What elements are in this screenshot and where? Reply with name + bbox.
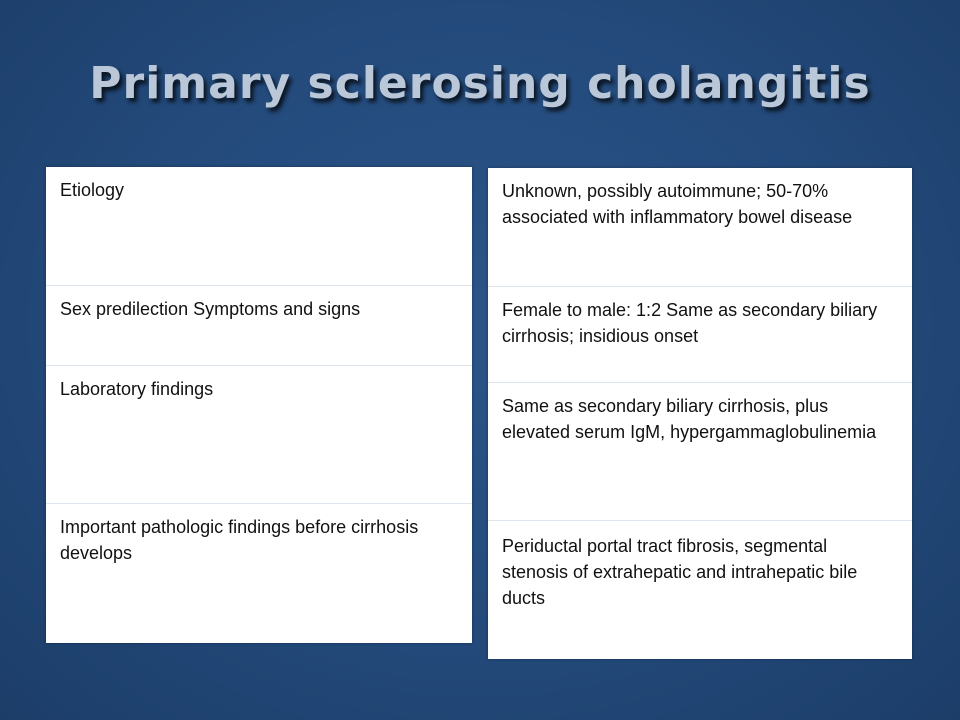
value-column (488, 168, 912, 659)
row-value-sex-symptoms: Female to male: 1:2 Same as secondary biliary cirrhosis; insidious onset (488, 287, 912, 383)
row-label-sex-symptoms: Sex predilection Symptoms and signs (46, 286, 472, 366)
row-label-etiology: Etiology (46, 167, 472, 286)
row-value-etiology: Unknown, possibly autoimmune; 50-70% associated with inflammatory bowel disease (488, 168, 912, 287)
label-column (46, 167, 472, 643)
row-label-pathology: Important pathologic findings before cirrhosis develops (60, 517, 419, 563)
slide-title: Primary sclerosing cholangitis (89, 58, 871, 109)
row-label-laboratory: Laboratory findings (46, 366, 472, 504)
row-value-laboratory: Same as secondary biliary cirrhosis, plus elevated serum IgM, hypergammaglobulinemia (488, 383, 912, 521)
row-value-pathology: Periductal portal tract fibrosis, segmental stenosis of extrahepatic and intrahepatic bile ducts (502, 536, 858, 608)
